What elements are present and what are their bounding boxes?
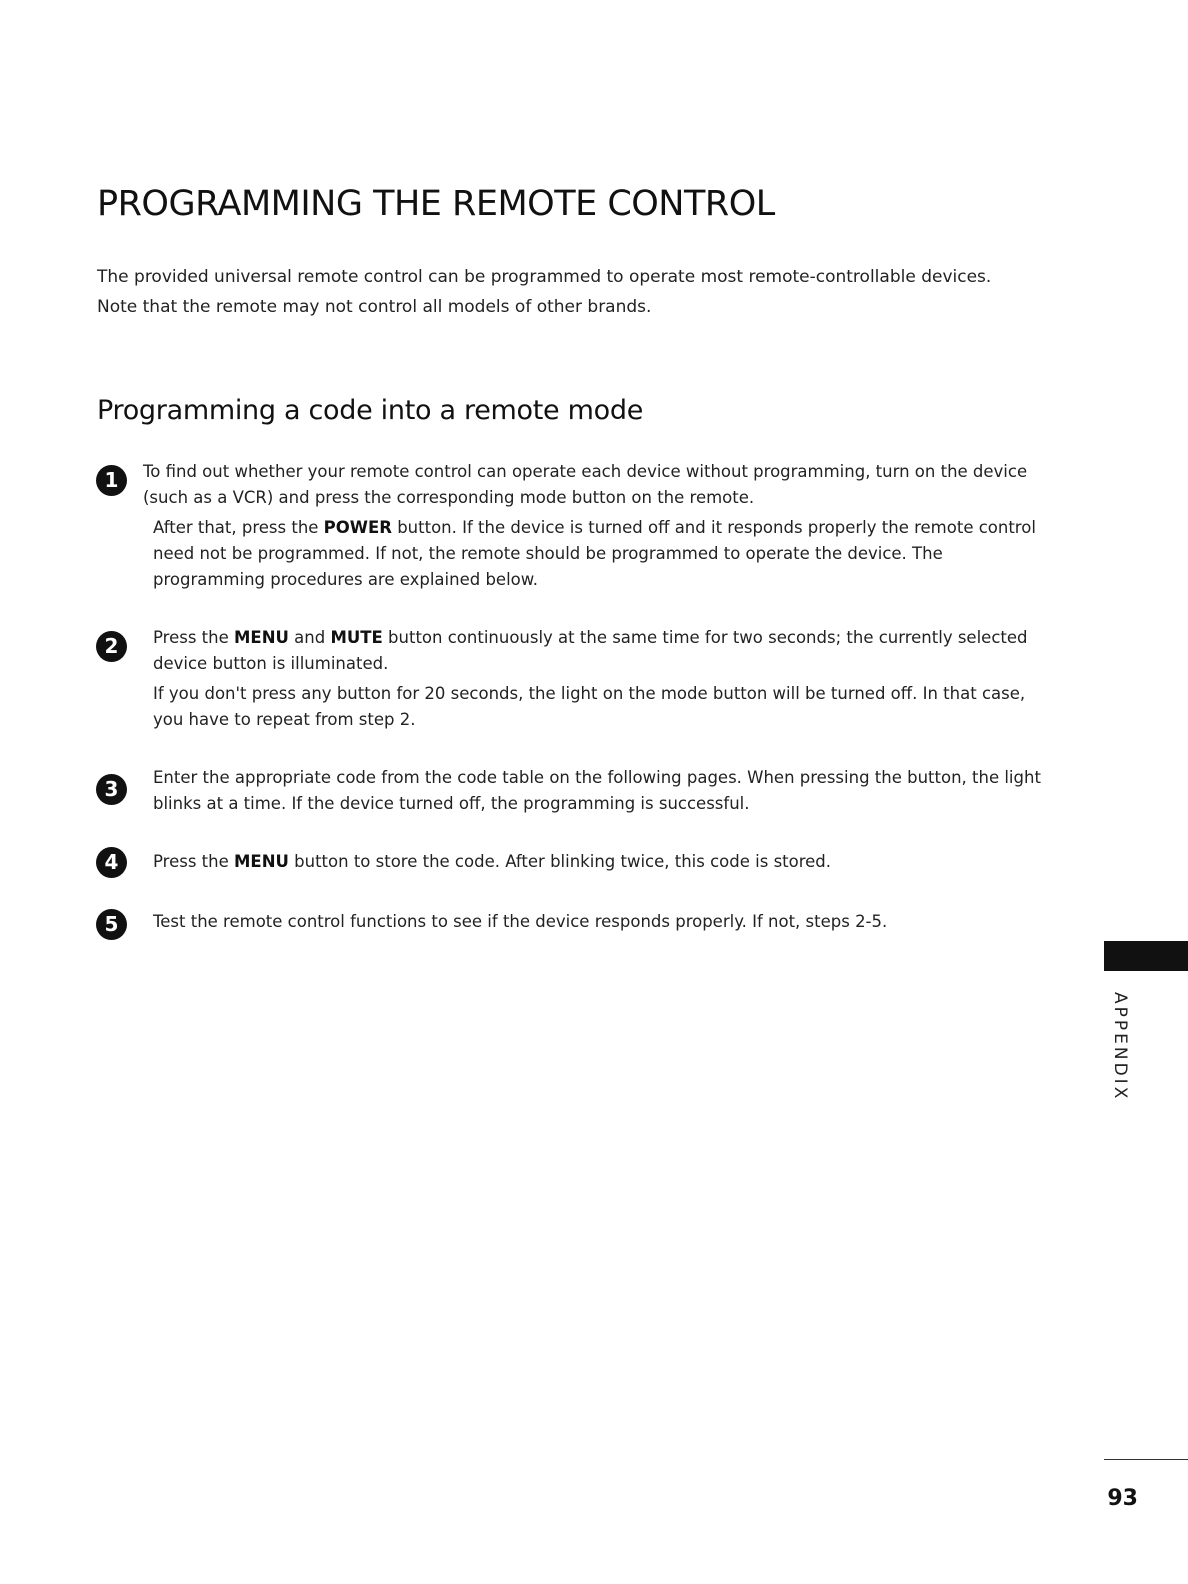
step-body — [153, 849, 1053, 879]
step-text: Press the — [153, 628, 234, 647]
step-keyword: MENU — [234, 852, 289, 871]
step-body — [153, 765, 1053, 821]
section-title: Programming a code into a remote mode — [97, 395, 643, 426]
step-text: Test the remote control functions to see if the device responds properly. If not, steps 2-5. — [153, 912, 888, 931]
step-paragraph — [153, 625, 1053, 677]
step-paragraph — [153, 515, 1053, 593]
step-text: Press the — [153, 852, 234, 871]
step-paragraph — [153, 765, 1053, 817]
intro-line: The provided universal remote control can be programmed to operate most remote-controllable devices. — [97, 267, 992, 287]
step-body — [153, 625, 1053, 737]
footer-rule — [1104, 1459, 1188, 1460]
step-paragraph — [153, 849, 1053, 875]
side-tab-marker — [1104, 941, 1188, 971]
side-tab-label: APPENDIX — [1110, 992, 1130, 1102]
step-number-badge: 3 — [96, 774, 127, 805]
step-number-badge: 4 — [96, 847, 127, 878]
step-paragraph — [143, 459, 1053, 511]
step-text: After that, press the — [153, 518, 324, 537]
step-text: button. If the device is turned off and it responds properly the remote control need not be programmed. If not, the remote should be programmed to operate the device. The programming procedures are explained below. — [153, 518, 1036, 589]
page-number: 93 — [1107, 1486, 1138, 1511]
intro-text — [97, 262, 1097, 322]
step-number-badge: 2 — [96, 631, 127, 662]
step-text: Enter the appropriate code from the code table on the following pages. When pressing the button, the light blinks at a time. If the device turned off, the programming is successful. — [153, 768, 1041, 813]
step-number-badge: 1 — [96, 465, 127, 496]
step-text: If you don't press any button for 20 seconds, the light on the mode button will be turned off. In that case, you have to repeat from step 2. — [153, 684, 1026, 729]
step-text: button to store the code. After blinking twice, this code is stored. — [288, 852, 832, 871]
step-text: and — [288, 628, 331, 647]
step-body — [143, 459, 1053, 597]
page-title: PROGRAMMING THE REMOTE CONTROL — [97, 184, 775, 224]
step-paragraph — [153, 681, 1053, 733]
intro-line: Note that the remote may not control all models of other brands. — [97, 297, 652, 317]
step-keyword: MUTE — [330, 628, 383, 647]
step-keyword: POWER — [323, 518, 392, 537]
step-text: button continuously at the same time for two seconds; the currently selected device button is illuminated. — [153, 628, 1028, 673]
step-text: To find out whether your remote control can operate each device without programming, turn on the device (such as a VCR) and press the corresponding mode button on the remote. — [143, 462, 1028, 507]
step-number-badge: 5 — [96, 909, 127, 940]
step-paragraph — [153, 909, 1053, 935]
step-body — [153, 909, 1053, 939]
step-keyword: MENU — [234, 628, 289, 647]
